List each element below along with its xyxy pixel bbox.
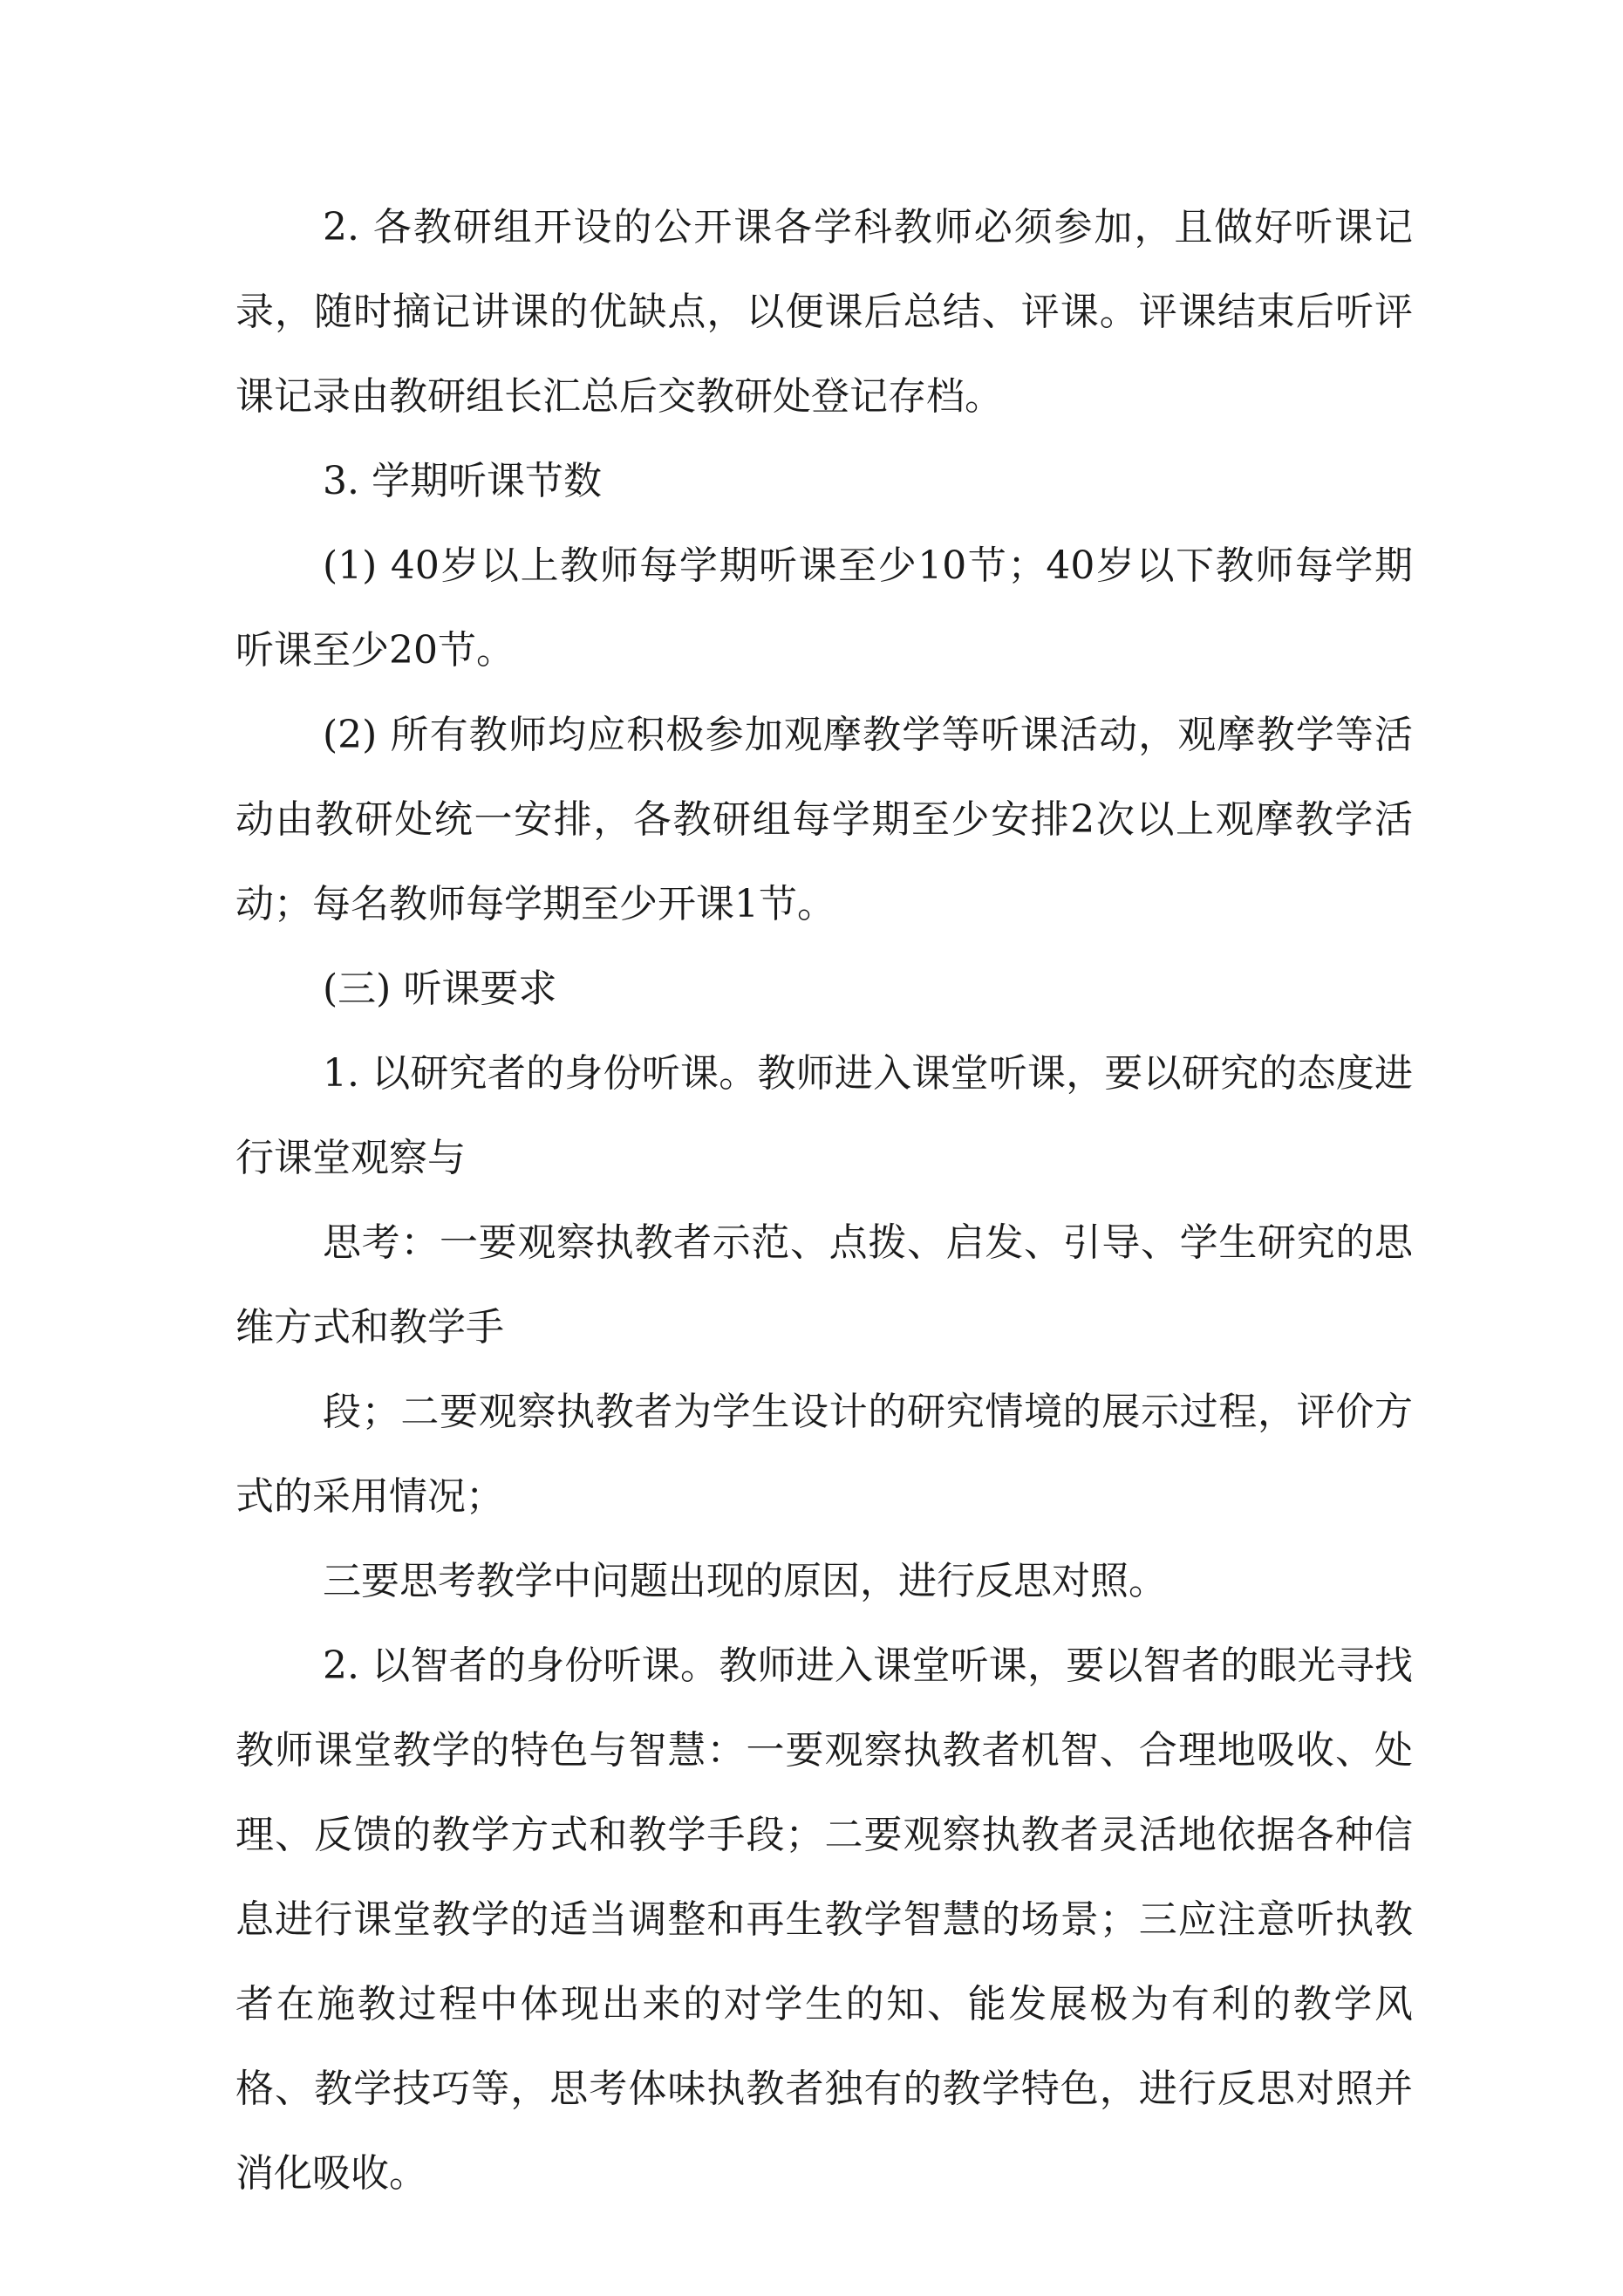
document-body (235, 185, 1413, 2216)
paragraph-item-3-observation-count: 3. 学期听课节数 (323, 459, 602, 503)
paragraph-thinking-part-1: 思考：一要观察执教者示范、点拨、启发、引导、学生研究的思维方式和教学手 (235, 1220, 1413, 1350)
paragraph-subitem-2-demonstration-teaching: (2) 所有教师均应积极参加观摩教学等听课活动，观摩教学等活动由教研处统一安排，各教研组每学期至少安排2次以上观摩教学活动；每名教师每学期至少开课1节。 (235, 713, 1413, 926)
paragraph-thinking-part-3: 三要思考教学中问题出现的原因，进行反思对照。 (323, 1559, 1167, 1603)
paragraph-item-1-researcher-role: 1. 以研究者的身份听课。教师进入课堂听课，要以研究的态度进行课堂观察与 (235, 1051, 1413, 1180)
paragraph-thinking-part-2: 段；二要观察执教者为学生设计的研究情境的展示过程，评价方式的采用情况； (235, 1390, 1413, 1519)
paragraph-item-2-archiving: 2. 各教研组开设的公开课各学科教师必须参加，且做好听课记录，随时摘记讲课的优缺点，以便课后总结、评课。评课结束后听评课记录由教研组长汇总后交教研处登记存档。 (235, 205, 1413, 419)
paragraph-item-2-wise-role: 2. 以智者的身份听课。教师进入课堂听课，要以智者的眼光寻找教师课堂教学的特色与智慧：一要观察执教者机智、合理地吸收、处理、反馈的教学方式和教学手段；二要观察执教者灵活地依据各种信息进行课堂教学的适当调整和再生教学智慧的场景；三应注意听执教者在施教过程中体现出来的对学生的知、能发展极为有利的教学风格、教学技巧等，思考体味执教者独有的教学特色，进行反思对照并消化吸收。 (235, 1643, 1413, 2196)
section-heading-observation-requirements: (三) 听课要求 (323, 967, 557, 1011)
paragraph-subitem-1-age-requirements: (1) 40岁以上教师每学期听课至少10节；40岁以下教师每学期听课至少20节。 (235, 543, 1413, 673)
